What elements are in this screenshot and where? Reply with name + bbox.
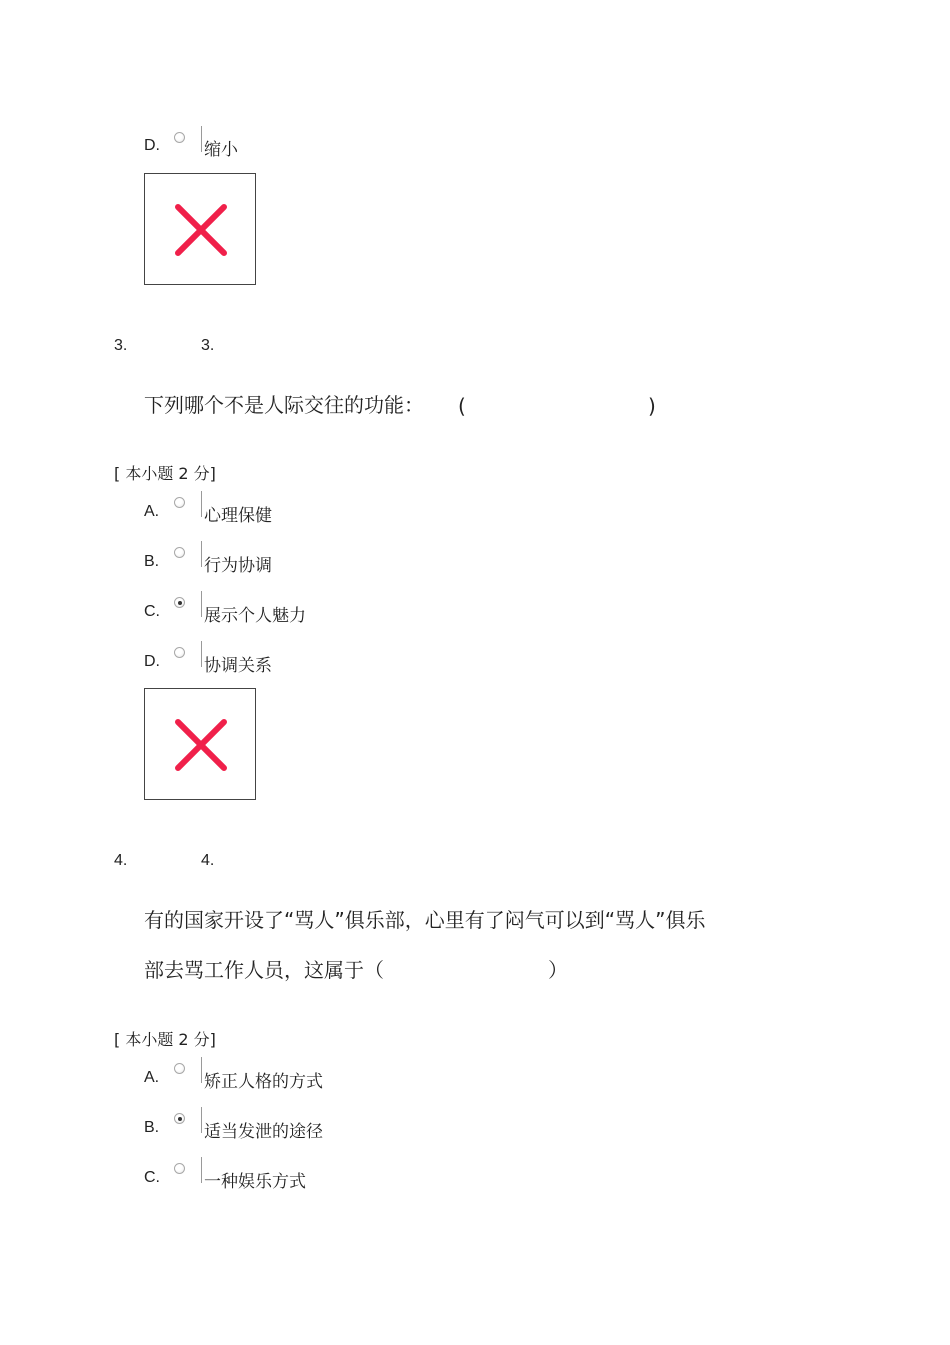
option-divider <box>201 541 202 567</box>
question-number: 3. <box>114 337 128 354</box>
option-letter: D. <box>144 653 160 670</box>
incorrect-result-box <box>144 173 256 285</box>
option-divider <box>201 591 202 617</box>
option-label: 行为协调 <box>204 556 272 576</box>
red-x-icon <box>145 689 257 801</box>
radio-option-b[interactable] <box>174 547 185 558</box>
answer-paren-open: ( <box>458 394 466 418</box>
option-letter: C. <box>144 1169 160 1186</box>
question-score: [ 本小题 2 分] <box>114 464 216 483</box>
option-divider <box>201 126 202 152</box>
option-letter: B. <box>144 1119 160 1136</box>
question-text-line-2: 部去骂工作人员，这属于（ <box>144 958 384 982</box>
radio-option-c[interactable] <box>174 1163 185 1174</box>
option-label: 一种娱乐方式 <box>204 1172 306 1192</box>
option-label: 展示个人魅力 <box>204 606 306 626</box>
question-number-repeat: 4. <box>201 852 215 869</box>
question-number: 4. <box>114 852 128 869</box>
option-divider <box>201 1057 202 1083</box>
question-text-line-1: 有的国家开设了“骂人”俱乐部，心里有了闷气可以到“骂人”俱乐 <box>144 908 706 932</box>
radio-option-a[interactable] <box>174 1063 185 1074</box>
radio-option-c[interactable] <box>174 597 185 608</box>
option-divider <box>201 1107 202 1133</box>
radio-option-a[interactable] <box>174 497 185 508</box>
answer-paren-close: ） <box>548 958 568 982</box>
option-label: 矫正人格的方式 <box>204 1072 323 1092</box>
question-text: 下列哪个不是人际交往的功能： <box>144 393 424 417</box>
question-score: [ 本小题 2 分] <box>114 1030 216 1049</box>
option-letter: C. <box>144 603 160 620</box>
radio-option-d[interactable] <box>174 647 185 658</box>
radio-option-b[interactable] <box>174 1113 185 1124</box>
option-divider <box>201 641 202 667</box>
option-divider <box>201 1157 202 1183</box>
option-divider <box>201 491 202 517</box>
option-letter: A. <box>144 1069 160 1086</box>
option-label: 协调关系 <box>204 656 272 676</box>
red-x-icon <box>145 174 257 286</box>
option-letter: B. <box>144 553 160 570</box>
question-number-repeat: 3. <box>201 337 215 354</box>
option-label: 缩小 <box>204 140 238 160</box>
option-label: 心理保健 <box>204 506 272 526</box>
option-letter: D. <box>144 137 160 154</box>
option-label: 适当发泄的途径 <box>204 1122 323 1142</box>
incorrect-result-box <box>144 688 256 800</box>
radio-option-d[interactable] <box>174 132 185 143</box>
option-letter: A. <box>144 503 160 520</box>
answer-paren-close: ) <box>648 394 656 418</box>
